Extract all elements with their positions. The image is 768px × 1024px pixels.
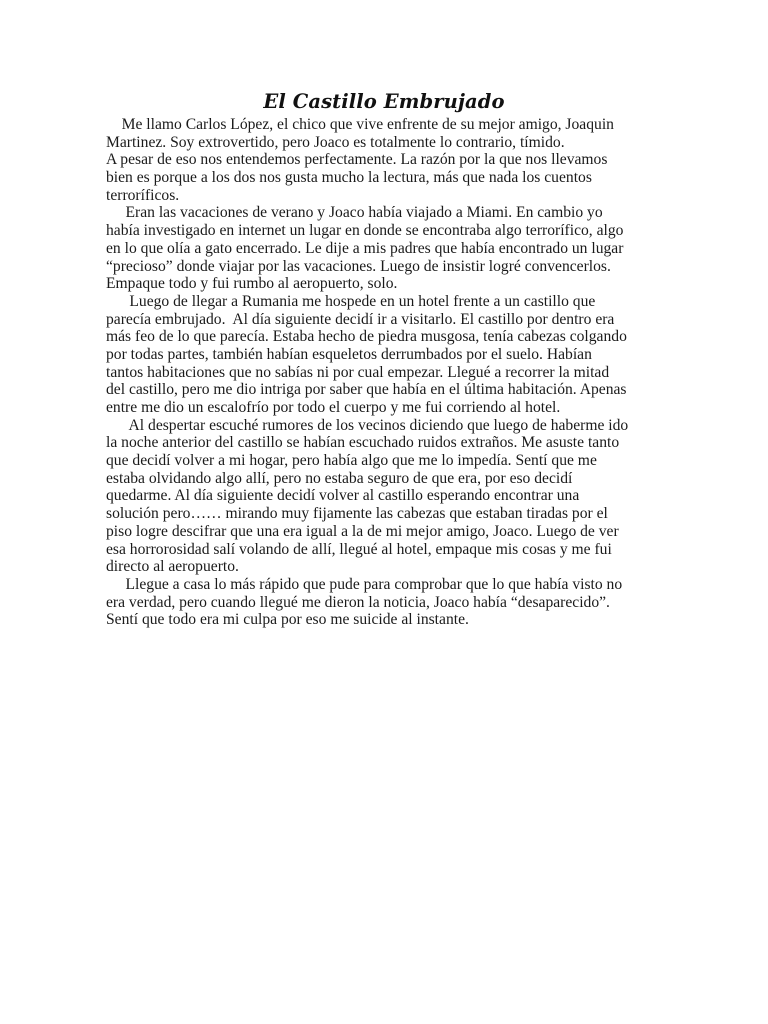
text-line: tantos habitaciones que no sabías ni por cual empezar. Llegué a recorrer la mitad <box>106 363 610 381</box>
text-line: directo al aeropuerto. <box>106 558 239 576</box>
text-line: era verdad, pero cuando llegué me dieron la noticia, Joaco había “desaparecido”. <box>106 593 610 611</box>
text-line: Llegue a casa lo más rápido que pude para comprobar que lo que había visto no <box>106 575 623 593</box>
text-line: Eran las vacaciones de verano y Joaco había viajado a Miami. En cambio yo <box>106 204 603 222</box>
text-line: quedarme. Al día siguiente decidí volver al castillo esperando encontrar una <box>106 487 580 505</box>
text-line: estaba olvidando algo allí, pero no estaba seguro de que era, por eso decidí <box>106 469 573 487</box>
text-line: Luego de llegar a Rumania me hospede en un hotel frente a un castillo que <box>106 292 596 310</box>
text-line: en lo que olía a gato encerrado. Le dije a mis padres que había encontrado un lugar <box>106 239 624 257</box>
text-line: entre me dio un escalofrío por todo el cuerpo y me fui corriendo al hotel. <box>106 399 561 416</box>
document-title: El Castillo Embrujado <box>263 90 505 113</box>
text-line: Me llamo Carlos López, el chico que vive enfrente de su mejor amigo, Joaquin <box>106 116 614 133</box>
text-line: más feo de lo que parecía. Estaba hecho de piedra musgosa, tenía cabezas colgando <box>106 328 627 346</box>
text-line: solución pero…… mirando muy fijamente las cabezas que estaban tiradas por el <box>106 505 608 523</box>
text-line: A pesar de eso nos entendemos perfectamente. La razón por la que nos llevamos <box>106 151 608 169</box>
text-line: que decidí volver a mi hogar, pero había algo que me lo impedía. Sentí que me <box>106 452 597 470</box>
text-line: la noche anterior del castillo se habían escuchado ruidos extraños. Me asuste tanto <box>106 434 620 452</box>
text-line: por todas partes, también habían esqueletos derrumbados por el suelo. Habían <box>106 345 592 363</box>
text-line: Martinez. Soy extrovertido, pero Joaco es totalmente lo contrario, tímido. <box>106 133 565 151</box>
text-line: piso logre descifrar que una era igual a la de mi mejor amigo, Joaco. Luego de ver <box>106 522 619 540</box>
text-line: había investigado en internet un lugar en donde se encontraba algo terrorífico, algo <box>106 222 624 240</box>
story-body <box>106 116 666 629</box>
text-line: esa horrorosidad salí volando de allí, llegué al hotel, empaque mis cosas y me fui <box>106 540 612 558</box>
text-line: “precioso” donde viajar por las vacaciones. Luego de insistir logré convencerlos. <box>106 257 611 275</box>
text-line: Al despertar escuché rumores de los vecinos diciendo que luego de haberme ido <box>106 416 629 434</box>
text-line: parecía embrujado. Al día siguiente decidí ir a visitarlo. El castillo por dentro era <box>106 310 615 328</box>
text-line: terroríficos. <box>106 186 180 204</box>
text-line: bien es porque a los dos nos gusta mucho la lectura, más que nada los cuentos <box>106 169 592 187</box>
text-line: Sentí que todo era mi culpa por eso me suicide al instante. <box>106 611 469 629</box>
text-line: del castillo, pero me dio intriga por saber que había en el última habitación. Apenas <box>106 381 627 399</box>
text-line: Empaque todo y fui rumbo al aeropuerto, solo. <box>106 275 398 293</box>
